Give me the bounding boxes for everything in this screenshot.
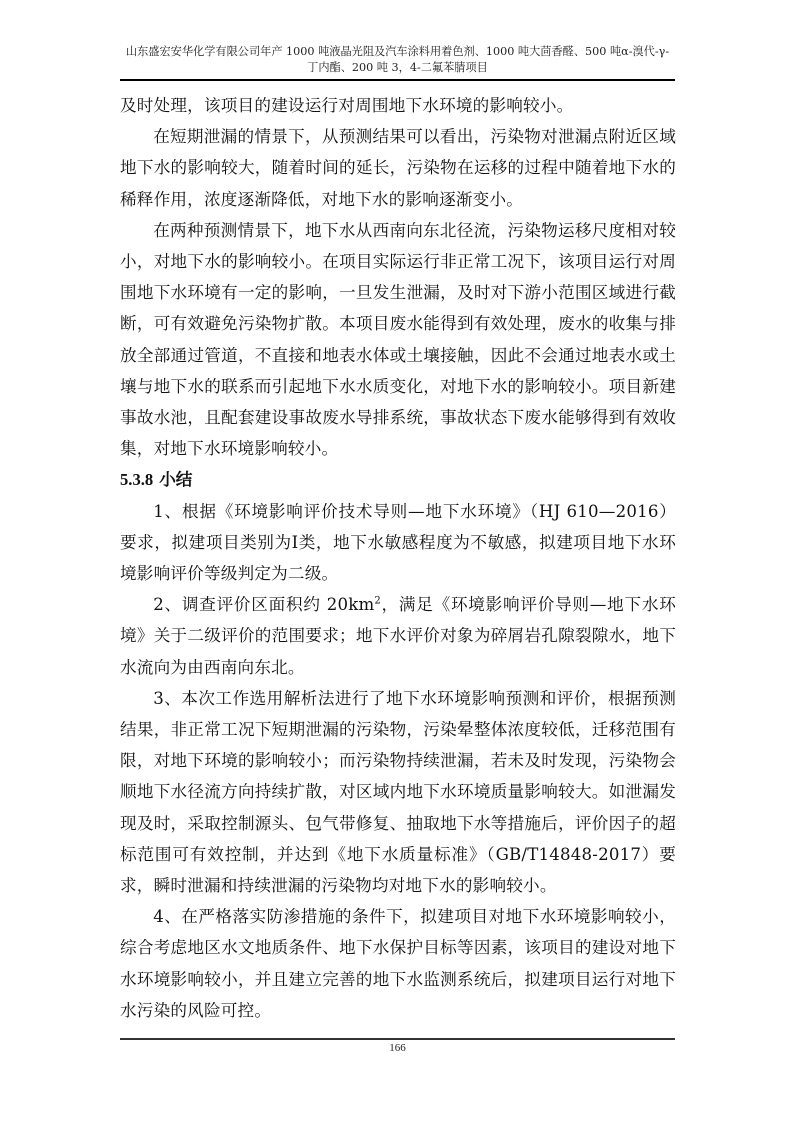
section-heading [120, 464, 676, 495]
paragraph-short-term-leak: 在短期泄漏的情景下，从预测结果可以看出，污染物对泄漏点附近区域地下水的影响较大，随着时间的延长，污染物在运移的过程中随着地下水的稀释作用，浓度逐渐降低，对地下水的影响逐渐变小。 [120, 127, 676, 209]
summary-item-4: 4、在严格落实防渗措施的条件下，拟建项目对地下水环境影响较小，综合考虑地区水文地质条件、地下水保护目标等因素，该项目的建设对地下水环境影响较小，并且建立完善的地下水监测系统后，拟建项目运行对地下水污染的风险可控。 [120, 907, 676, 1020]
paragraph-two-scenarios: 在两种预测情景下，地下水从西南向东北径流，污染物运移尺度相对较小，对地下水的影响较小。在项目实际运行非正常工况下，该项目运行对周围地下水环境有一定的影响，一旦发生泄漏，及时对下游小范围区域进行截断，可有效避免污染物扩散。本项目废水能得到有效处理，废水的收集与排放全部通过管道，不直接和地表水体或土壤接触，因此不会通过地表水或土壤与地下水的联系而引起地下水水质变化，对地下水的影响较小。项目新建事故水池，且配套建设事故废水导排系统，事故状态下废水能够得到有效收集，对地下水环境影响较小。 [120, 220, 676, 459]
summary-item-3: 3、本次工作选用解析法进行了地下水环境影响预测和评价，根据预测结果，非正常工况下短期泄漏的污染物，污染晕整体浓度较低，迁移范围有限，对地下环境的影响较小；而污染物持续泄漏，若未及时发现，污染物会顺地下水径流方向持续扩散，对区域内地下水环境质量影响较大。如泄漏发现及时，采取控制源头、包气带修复、抽取地下水等措施后，评价因子的超标范围可有效控制，并达到《地下水质量标准》（GB/T14848-2017）要求，瞬时泄漏和持续泄漏的污染物均对地下水的影响较小。 [120, 688, 676, 896]
document-body [120, 90, 676, 1026]
superscript-2: 2 [374, 595, 381, 607]
header-divider [120, 79, 675, 81]
page-number: 166 [389, 1042, 406, 1054]
footer-divider [120, 1038, 675, 1040]
section-number: 5.3.8 [120, 470, 154, 490]
summary-item-2-text-b: ，满足《环境影响评价导则—地下水环境》关于二级评价的范围要求；地下水评价对象为碎屑岩孔隙裂隙水，地下水流向为由西南向东北。 [120, 595, 676, 677]
section-title: 小结 [159, 470, 193, 490]
header-title-line-1: 山东盛宏安华化学有限公司年产 1000 吨液晶光阻及汽车涂料用着色剂、1000 吨大茴香醛、500 吨α-溴代-γ- [125, 45, 670, 58]
summary-item-2 [120, 589, 676, 683]
header-title-line-2: 丁内酯、200 吨 3，4-二氟苯腈项目 [307, 61, 488, 74]
summary-item-1: 1、根据《环境影响评价技术导则—地下水环境》（HJ 610—2016）要求，拟建项目类别为Ⅰ类，地下水敏感程度为不敏感，拟建项目地下水环境影响评价等级判定为二级。 [120, 501, 676, 584]
paragraph-continuation: 及时处理，该项目的建设运行对周围地下水环境的影响较小。 [120, 96, 574, 115]
page-header [120, 44, 675, 76]
summary-item-2-text-a: 2、调查评价区面积约 20km [153, 595, 375, 615]
